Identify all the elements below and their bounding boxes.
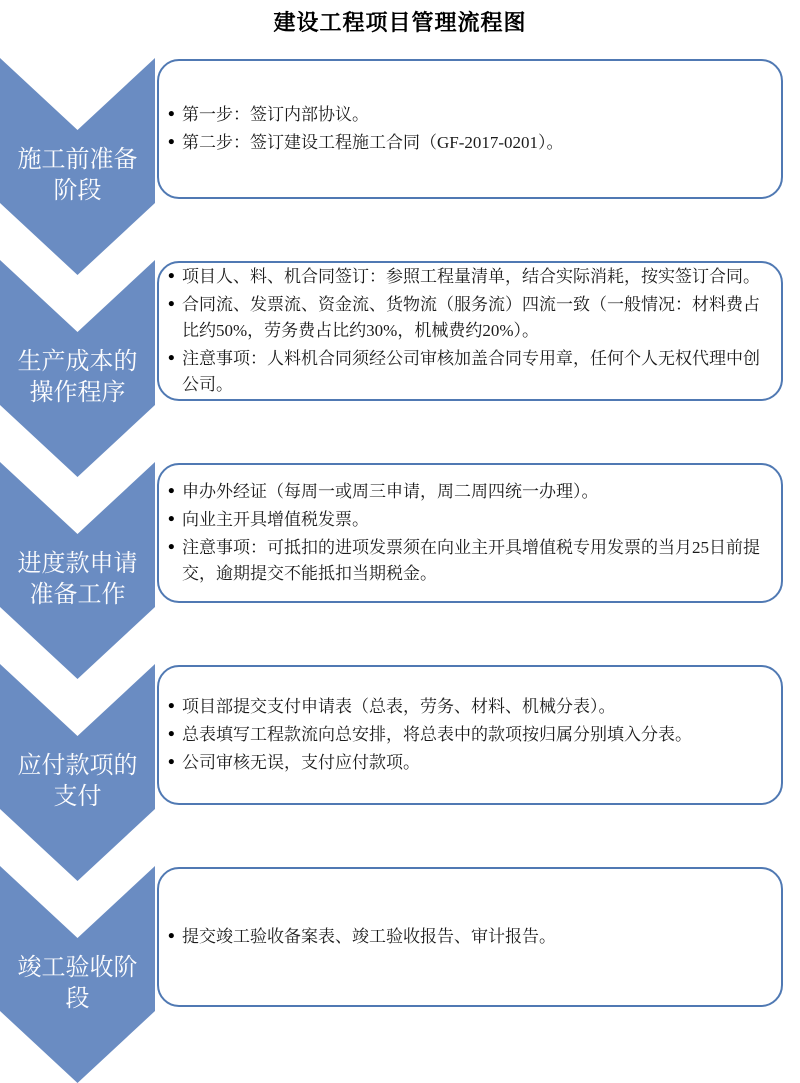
flow-stage: [0, 866, 800, 1068]
bullet-list: [167, 924, 556, 950]
bullet-item: • 总表填写工程款流向总安排，将总表中的款项按归属分别填入分表。: [167, 722, 692, 748]
bullet-list: [167, 102, 564, 156]
stage-detail-box: [157, 463, 783, 603]
bullet-item: • 项目人、料、机合同签订：参照工程量清单，结合实际消耗，按实签订合同。: [167, 264, 762, 290]
stage-detail-box: [157, 59, 783, 199]
bullet-item: • 合同流、发票流、资金流、货物流（服务流）四流一致（一般情况：材料费占比约50%，劳务费占比约30%，机械费约20%）。: [167, 292, 762, 344]
stage-detail-box: [157, 867, 783, 1007]
stage-detail-box: [157, 261, 783, 401]
bullet-item: • 申办外经证（每周一或周三申请，周二周四统一办理）。: [167, 479, 762, 505]
bullet-item: • 提交竣工验收备案表、竣工验收报告、审计报告。: [167, 924, 556, 950]
bullet-list: [167, 694, 692, 776]
flow-stage: [0, 58, 800, 260]
page-title: 建设工程项目管理流程图: [273, 10, 527, 35]
stage-detail-box: [157, 665, 783, 805]
stage-label: 施工前准备阶段: [17, 147, 138, 204]
bullet-item: • 第二步：签订建设工程施工合同（GF-2017-0201）。: [167, 130, 564, 156]
flow-stages: [0, 58, 800, 1068]
stage-label: 生产成本的操作程序: [17, 349, 138, 406]
bullet-item: • 项目部提交支付申请表（总表，劳务、材料、机械分表）。: [167, 694, 692, 720]
flow-stage: [0, 664, 800, 866]
flow-stage: [0, 260, 800, 462]
flow-stage: [0, 462, 800, 664]
stage-label: 竣工验收阶段: [17, 955, 138, 1012]
stage-label: 进度款申请准备工作: [17, 551, 138, 608]
stage-label: 应付款项的支付: [17, 753, 138, 810]
bullet-item: • 向业主开具增值税发票。: [167, 507, 762, 533]
bullet-item: • 公司审核无误，支付应付款项。: [167, 750, 692, 776]
bullet-item: • 注意事项：人料机合同须经公司审核加盖合同专用章，任何个人无权代理中创公司。: [167, 346, 762, 398]
bullet-list: [167, 264, 762, 398]
bullet-item: • 注意事项：可抵扣的进项发票须在向业主开具增值税专用发票的当月25日前提交，逾期提交不能抵扣当期税金。: [167, 535, 762, 587]
bullet-list: [167, 479, 762, 587]
bullet-item: • 第一步：签订内部协议。: [167, 102, 564, 128]
